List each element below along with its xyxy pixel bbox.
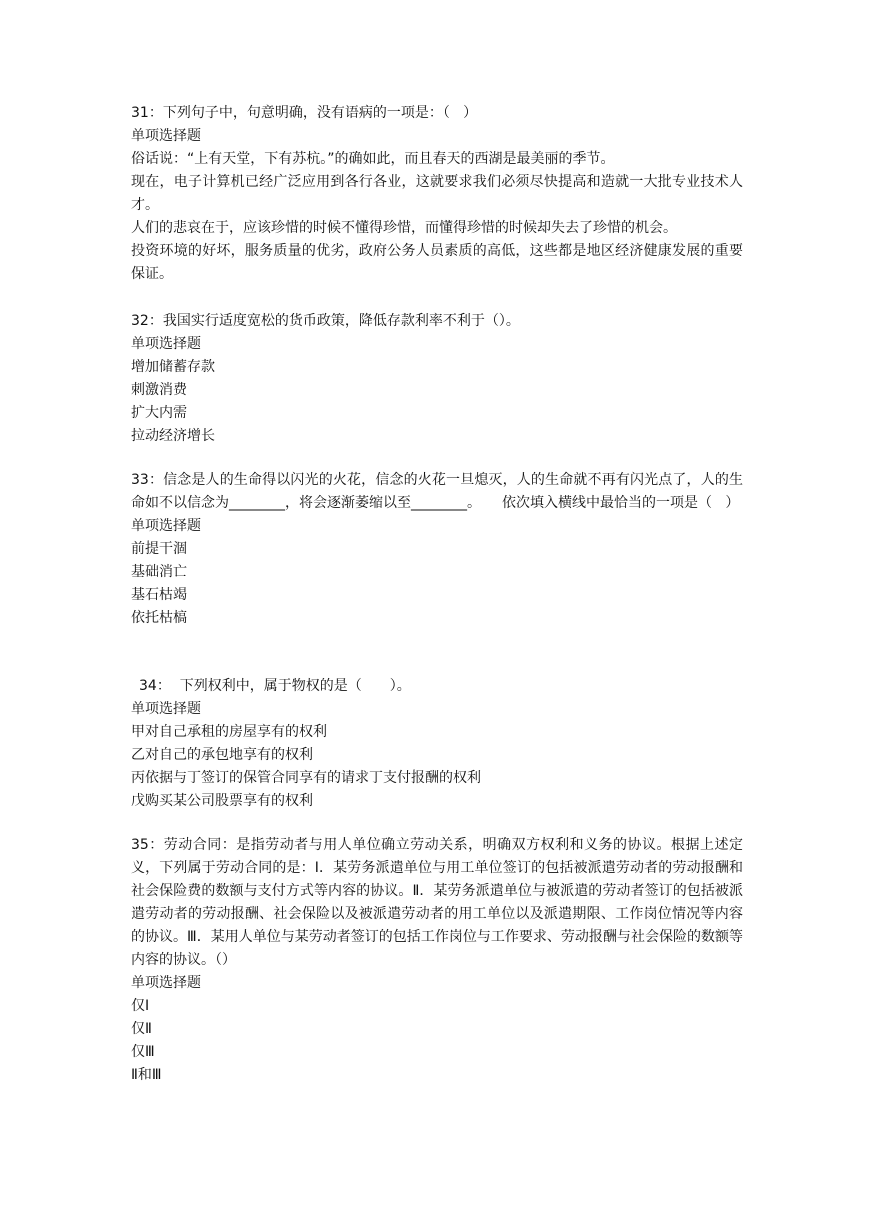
- question-type: 单项选择题: [131, 336, 201, 352]
- option-text: 增加储蓄存款: [131, 359, 215, 375]
- option-text: 拉动经济增长: [131, 428, 215, 444]
- option-text: 丙依据与丁签订的保管合同享有的请求丁支付报酬的权利: [131, 770, 481, 786]
- question-stem: 32：我国实行适度宽松的货币政策，降低存款利率不利于（）。: [131, 313, 520, 329]
- option-text: 基础消亡: [131, 564, 187, 580]
- option-text: 俗话说：“上有天堂，下有苏杭。”的确如此，而且春天的西湖是最美丽的季节。: [131, 151, 615, 167]
- question-stem: 34： 下列权利中，属于物权的是（ ）。: [139, 678, 411, 694]
- question-type: 单项选择题: [131, 701, 201, 717]
- question-type: 单项选择题: [131, 518, 201, 534]
- question-type: 单项选择题: [131, 128, 201, 144]
- option-text: 仅Ⅱ: [131, 1021, 152, 1037]
- option-text: 乙对自己的承包地享有的权利: [131, 747, 313, 763]
- question-stem: 35：劳动合同：是指劳动者与用人单位确立劳动关系，明确双方权利和义务的协议。根据上述定义，下列属于劳动合同的是：Ⅰ．某劳务派遣单位与用工单位签订的包括被派遣劳动者的劳动报酬和社会保险费的数额与支付方式等内容的协议。Ⅱ．某劳务派遣单位与被派遣的劳动者签订的包括被派遣劳动者的劳动报酬、社会保险以及被派遣劳动者的用工单位以及派遣期限、工作岗位情况等内容的协议。Ⅲ．某用人单位与某劳动者签订的包括工作岗位与工作要求、劳动报酬与社会保险的数额等内容的协议。（）: [131, 837, 743, 968]
- question-31: [131, 102, 743, 286]
- question-33: [131, 469, 743, 630]
- option-text: 刺激消费: [131, 382, 187, 398]
- option-text: 仅Ⅲ: [131, 1044, 155, 1060]
- option-text: 依托枯槁: [131, 610, 187, 626]
- question-stem: 31：下列句子中，句意明确，没有语病的一项是：（ ）: [131, 105, 478, 121]
- question-32: [131, 310, 743, 448]
- option-text: 投资环境的好坏，服务质量的优劣，政府公务人员素质的高低，这些都是地区经济健康发展的重要保证。: [131, 243, 743, 282]
- question-35: [131, 834, 743, 1087]
- question-type: 单项选择题: [131, 975, 201, 991]
- option-text: Ⅱ和Ⅲ: [131, 1067, 162, 1083]
- option-text: 甲对自己承租的房屋享有的权利: [131, 724, 327, 740]
- option-text: 人们的悲哀在于，应该珍惜的时候不懂得珍惜，而懂得珍惜的时候却失去了珍惜的机会。: [131, 220, 677, 236]
- option-text: 戊购买某公司股票享有的权利: [131, 793, 313, 809]
- option-text: 基石枯竭: [131, 587, 187, 603]
- option-text: 前提干涸: [131, 541, 187, 557]
- option-text: 现在，电子计算机已经广泛应用到各行各业，这就要求我们必须尽快提高和造就一大批专业技术人才。: [131, 174, 743, 213]
- option-text: 仅Ⅰ: [131, 998, 150, 1014]
- question-stem: 33：信念是人的生命得以闪光的火花，信念的火花一旦熄灭，人的生命就不再有闪光点了，人的生命如不以信念为________，将会逐渐萎缩以至________。 依次填入横线中最恰当的一项是（ ）: [131, 472, 743, 511]
- option-text: 扩大内需: [131, 405, 187, 421]
- question-34: [131, 675, 743, 813]
